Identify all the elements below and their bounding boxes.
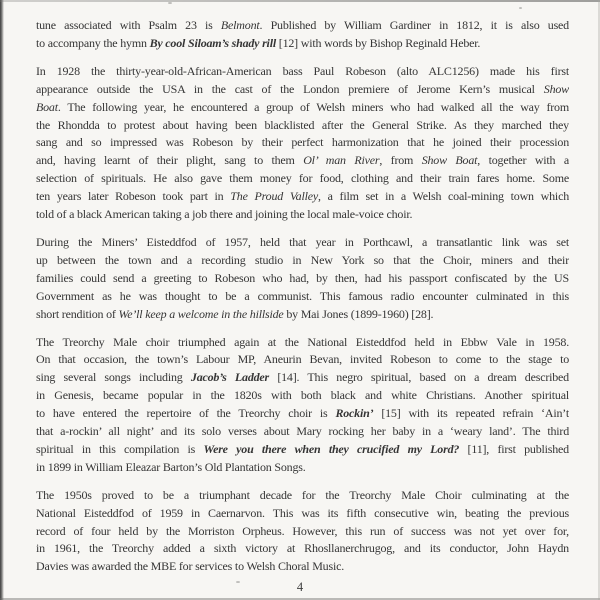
scan-edge-top <box>0 0 600 2</box>
text-line <box>36 459 569 477</box>
text-line <box>36 234 569 252</box>
text-line <box>36 288 569 306</box>
scan-speck <box>519 7 522 9</box>
text-segment: During the Miners’ Eisteddfod of 1957, held that year in Porthcawl, a transatlantic link was set <box>36 234 569 249</box>
text-line <box>36 523 569 541</box>
bold-italic-text: Were you there when they crucified my Lord? <box>203 441 460 456</box>
text-segment: selection of spirituals. He also gave them money for food, clothing and their train fares home. Some <box>36 171 569 186</box>
text-segment: spiritual in this compilation is <box>36 441 204 456</box>
text-segment: the Rhondda to protest about having been blacklisted after the General Strike. As they marched they <box>36 117 569 132</box>
text-segment: short rendition of <box>36 306 119 321</box>
italic-text: We’ll keep a welcome in the hillside <box>118 306 284 321</box>
text-segment: , together with a <box>477 153 569 168</box>
text-segment: to accompany the hymn <box>36 35 150 50</box>
text-segment: , a film set in a Welsh coal-mining town which <box>318 189 569 204</box>
text-line <box>36 252 569 270</box>
italic-text: Show Boat <box>421 153 478 168</box>
text-line <box>36 99 569 117</box>
text-line <box>36 134 569 152</box>
text-segment: [11], first published <box>459 441 569 456</box>
text-line <box>36 117 569 135</box>
bold-italic-text: Rockin’ <box>335 406 374 421</box>
text-segment: ten years later Robeson took part in <box>36 189 231 204</box>
paragraph <box>36 334 569 477</box>
text-line <box>36 170 569 188</box>
text-line <box>36 270 569 288</box>
text-segment: [14]. This negro spiritual, based on a dream described <box>269 370 569 385</box>
text-line <box>36 206 569 224</box>
text-segment: The Treorchy Male choir triumphed again at the National Eisteddfod held in Ebbw Vale in 1958. <box>36 334 569 349</box>
text-line <box>36 558 569 576</box>
text-segment: by Mai Jones (1899-1960) [28]. <box>283 306 434 321</box>
paragraph <box>36 234 569 324</box>
text-line <box>36 423 569 441</box>
text-segment: Davies was awarded the MBE for services to Welsh Choral Music. <box>36 559 345 574</box>
text-line <box>36 152 569 170</box>
scan-edge-left <box>0 0 4 600</box>
text-segment: tune associated with Psalm 23 is <box>36 18 221 32</box>
text-segment: in 1899 in William Eleazar Barton’s Old Plantation Songs. <box>36 459 306 474</box>
text-segment: On that occasion, the town’s Labour MP, Aneurin Bevan, invited Robeson to come to the stage to <box>36 352 569 367</box>
text-line <box>36 81 569 99</box>
text-segment: National Eisteddfod of 1959 in Caernarvon. This was its fifth consecutive win, beating the previous <box>36 505 569 520</box>
page-number: 4 <box>296 580 304 594</box>
paragraph <box>36 17 569 53</box>
text-segment: told of a black American taking a job there and joining the local male-voice choir. <box>36 207 413 222</box>
text-segment: record of four held by the Morriston Orpheus. However, this run of success was not yet over for, <box>36 523 569 538</box>
text-segment: In 1928 the thirty-year-old-African-American bass Paul Robeson (alto ALC1256) made his first <box>36 63 569 78</box>
text-line <box>36 387 569 405</box>
text-segment: [12] with words by Bishop Reginald Heber. <box>275 35 481 50</box>
text-segment: in 1961, the Treorchy added a sixth victory at Rhosllanerchrugog, and its conductor, John Haydn <box>36 541 569 556</box>
text-line <box>36 405 569 423</box>
text-line <box>36 17 569 35</box>
text-line <box>36 351 569 369</box>
text-segment: The 1950s proved to be a triumphant decade for the Treorchy Male Choir culminating at the <box>36 487 569 502</box>
italic-text: Belmont <box>220 18 260 32</box>
text-line <box>36 540 569 558</box>
text-segment: Government as he was thought to be a communist. This famous radio encounter culminated in this <box>36 288 569 303</box>
italic-text: Ol’ man River <box>303 153 380 168</box>
italic-text: The Proud Valley <box>230 189 318 204</box>
text-line <box>36 487 569 505</box>
paragraph <box>36 63 569 224</box>
text-line <box>36 306 569 324</box>
text-line <box>36 369 569 387</box>
text-segment: [15] with its repeated refrain ‘Ain’t <box>373 406 569 421</box>
text-segment: up between the town and a recording studio in New York so that the Choir, miners and their <box>36 252 569 267</box>
text-segment: that a-rockin’ all night’ and its solo verses about Mary rocking her baby in a ‘weary land’. The third <box>36 424 569 439</box>
text-segment: . Published by William Gardiner in 1812, it is also used <box>259 18 569 32</box>
bold-italic-text: Jacob’s Ladder <box>190 370 270 385</box>
text-line <box>36 334 569 352</box>
text-line <box>36 63 569 81</box>
text-segment: sing several songs including <box>36 370 191 385</box>
italic-text: Show <box>543 81 569 96</box>
text-segment: families could send a greeting to Robeson who had, by then, had his passport confiscated by the US <box>36 270 569 285</box>
text-segment: in Genesis, became popular in the 1820s with both black and white Christians. Another spiritual <box>36 388 569 403</box>
text-line <box>36 35 569 53</box>
scan-speck <box>168 2 172 4</box>
text-segment: sang and so impressed was Robeson by their perfect harmonization that he joined their procession <box>36 135 569 150</box>
text-segment: appearance outside the USA in the cast of the London premiere of Jerome Kern’s musical <box>36 81 544 96</box>
paragraph <box>36 487 569 577</box>
text-segment: , from <box>379 153 422 168</box>
text-line <box>36 441 569 459</box>
page-text <box>36 17 569 586</box>
italic-text: Boat <box>36 99 58 114</box>
bold-italic-text: By cool Siloam’s shady rill <box>149 35 276 50</box>
text-segment: to have entered the repertoire of the Treorchy choir is <box>36 406 336 421</box>
text-line <box>36 188 569 206</box>
text-segment: . The following year, he encountered a group of Welsh miners who had walked all the way from <box>57 99 569 114</box>
text-segment: and, having learnt of their plight, sang to them <box>36 153 304 168</box>
text-line <box>36 505 569 523</box>
